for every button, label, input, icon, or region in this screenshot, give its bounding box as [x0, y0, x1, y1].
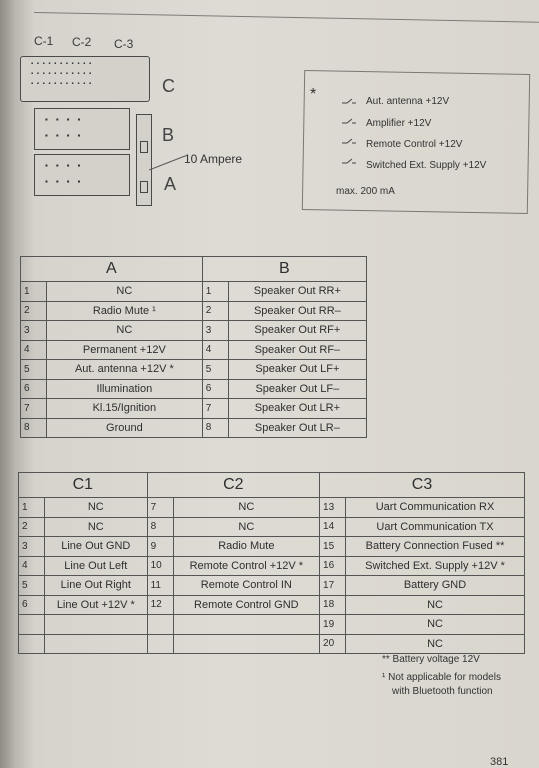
- book-spine: [0, 0, 14, 768]
- pin-number-b: 5: [202, 360, 228, 380]
- pin-function-c1: Line Out Right: [45, 576, 148, 596]
- connector-c-pins-row2: ▪ ▪ ▪ ▪ ▪ ▪ ▪ ▪ ▪ ▪ ▪: [31, 71, 93, 77]
- pin-number-a: 8: [21, 418, 47, 438]
- connector-letter-a: A: [164, 174, 177, 194]
- fuse-a-slot: [140, 181, 148, 193]
- pin-number-a: 6: [21, 379, 47, 399]
- pin-number-c2: 7: [147, 498, 173, 518]
- table-row: [19, 537, 525, 557]
- switch-icon: [342, 158, 356, 164]
- pin-number-c3: 19: [320, 615, 346, 635]
- pin-number-b: 2: [202, 301, 228, 321]
- table-row: [21, 301, 367, 321]
- pin-function-b: Speaker Out RF+: [228, 321, 366, 341]
- table-ab: [20, 256, 367, 438]
- legend-max-current: max. 200 mA: [336, 186, 395, 197]
- legend-star: *: [310, 86, 317, 103]
- pin-number-b: 7: [202, 399, 228, 419]
- pin-function-b: Speaker Out RR–: [228, 301, 366, 321]
- pin-number-b: 8: [202, 418, 228, 438]
- pin-function-c2: Remote Control IN: [173, 576, 319, 596]
- pin-number-c2: 8: [147, 517, 173, 537]
- table-header-c3: C3: [320, 473, 525, 498]
- connector-c-diagram: [20, 56, 150, 102]
- pin-function-c2: NC: [173, 498, 319, 518]
- pin-function-c3: NC: [346, 634, 525, 654]
- switch-icon: [342, 118, 356, 124]
- pin-number-c3: 16: [320, 556, 346, 576]
- pin-number-c3: 20: [320, 634, 346, 654]
- table-header-c2: C2: [147, 473, 319, 498]
- pin-number-c2: 10: [147, 556, 173, 576]
- pin-function-b: Speaker Out RR+: [228, 282, 366, 302]
- connector-a-diagram: [34, 154, 130, 196]
- pin-number-a: 4: [21, 340, 47, 360]
- pin-function-a: Radio Mute ¹: [47, 301, 203, 321]
- pin-number-c1: 6: [19, 595, 45, 615]
- table-row: [21, 379, 367, 399]
- table-row: [19, 498, 525, 518]
- page-number: 381: [490, 756, 509, 768]
- fuse-pointer-line: [149, 152, 189, 172]
- switch-icon: [342, 138, 356, 144]
- pin-number-c3: 13: [320, 498, 346, 518]
- connector-letter-c: C: [162, 76, 175, 96]
- table-row: [21, 399, 367, 419]
- table-row: [21, 360, 367, 380]
- pin-number-c3: 18: [320, 595, 346, 615]
- connector-b-diagram: [34, 108, 130, 150]
- pin-number-b: 3: [202, 321, 228, 341]
- connector-c-pins-row3: ▪ ▪ ▪ ▪ ▪ ▪ ▪ ▪ ▪ ▪ ▪: [31, 81, 93, 87]
- connector-b-pins-top: ▪▪▪▪: [45, 115, 89, 124]
- table-header-c1: C1: [19, 473, 148, 498]
- pin-function-c2: Remote Control GND: [173, 595, 319, 615]
- switch-icon: [342, 98, 356, 104]
- pin-function-b: Speaker Out RF–: [228, 340, 366, 360]
- pin-number-c2: 9: [147, 537, 173, 557]
- pin-number-c1: 2: [19, 517, 45, 537]
- fuse-label: 10 Ampere: [184, 152, 243, 166]
- pin-number-a: 7: [21, 399, 47, 419]
- manual-page: [14, 0, 539, 768]
- pin-number-c1: 5: [19, 576, 45, 596]
- pin-number-a: 3: [21, 321, 47, 341]
- pin-function-c2: [173, 634, 319, 654]
- pin-function-c2: Radio Mute: [173, 537, 319, 557]
- pin-function-a: NC: [47, 282, 203, 302]
- pin-number-c2: [147, 634, 173, 654]
- pin-function-b: Speaker Out LR+: [228, 399, 366, 419]
- pin-function-c2: [173, 615, 319, 635]
- pin-function-c1: Line Out GND: [45, 537, 148, 557]
- table-row: [21, 282, 367, 302]
- pin-number-b: 1: [202, 282, 228, 302]
- pin-number-c2: 12: [147, 595, 173, 615]
- table-c-body: [19, 498, 525, 654]
- pin-function-c3: Switched Ext. Supply +12V *: [346, 556, 525, 576]
- table-row: [19, 556, 525, 576]
- legend-item-amplifier: Amplifier +12V: [366, 118, 432, 129]
- legend-item-remote: Remote Control +12V: [366, 139, 463, 150]
- table-row: [19, 595, 525, 615]
- pin-function-b: Speaker Out LF–: [228, 379, 366, 399]
- connector-a-pins-bottom: ▪▪▪▪: [45, 177, 89, 186]
- note-bluetooth-1: ¹ Not applicable for models: [382, 672, 501, 683]
- connector-a-pins-top: ▪▪▪▪: [45, 161, 89, 170]
- pin-function-c3: Uart Communication TX: [346, 517, 525, 537]
- connector-b-pins-bottom: ▪▪▪▪: [45, 131, 89, 140]
- connector-label-c2: C-2: [72, 35, 92, 49]
- pin-function-c1: NC: [45, 498, 148, 518]
- pin-function-c1: NC: [45, 517, 148, 537]
- pin-number-b: 6: [202, 379, 228, 399]
- legend-item-antenna: Aut. antenna +12V: [366, 96, 450, 107]
- pin-number-a: 5: [21, 360, 47, 380]
- table-c: [18, 472, 525, 654]
- pin-function-b: Speaker Out LR–: [228, 418, 366, 438]
- pin-function-a: NC: [47, 321, 203, 341]
- connector-c-pins-row1: ▪ ▪ ▪ ▪ ▪ ▪ ▪ ▪ ▪ ▪ ▪: [31, 61, 93, 67]
- note-battery-voltage: ** Battery voltage 12V: [382, 654, 480, 665]
- pin-number-c2: [147, 615, 173, 635]
- pin-function-a: Aut. antenna +12V *: [47, 360, 203, 380]
- pin-number-b: 4: [202, 340, 228, 360]
- pin-number-c3: 17: [320, 576, 346, 596]
- pin-function-a: Kl.15/Ignition: [47, 399, 203, 419]
- pin-function-b: Speaker Out LF+: [228, 360, 366, 380]
- pin-function-a: Illumination: [47, 379, 203, 399]
- pin-function-c3: Battery GND: [346, 576, 525, 596]
- connector-label-c3: C-3: [114, 37, 134, 51]
- pin-number-c2: 11: [147, 576, 173, 596]
- pin-function-c1: Line Out Left: [45, 556, 148, 576]
- pin-function-c3: NC: [346, 595, 525, 615]
- table-row: [21, 321, 367, 341]
- pin-function-c1: [45, 615, 148, 635]
- table-row: [21, 418, 367, 438]
- pin-function-c2: Remote Control +12V *: [173, 556, 319, 576]
- pin-number-c1: 4: [19, 556, 45, 576]
- pin-number-c3: 14: [320, 517, 346, 537]
- table-row: [19, 517, 525, 537]
- pin-function-c3: NC: [346, 615, 525, 635]
- pin-function-c1: [45, 634, 148, 654]
- pin-number-a: 1: [21, 282, 47, 302]
- pin-function-a: Ground: [47, 418, 203, 438]
- table-header-b: B: [202, 257, 366, 282]
- connector-letter-b: B: [162, 125, 175, 145]
- connector-label-c1: C-1: [34, 34, 54, 48]
- table-header-a: A: [21, 257, 203, 282]
- table-ab-body: [21, 282, 367, 438]
- pin-function-c3: Uart Communication RX: [346, 498, 525, 518]
- pin-number-c1: [19, 615, 45, 635]
- fuse-b-slot: [140, 141, 148, 153]
- pin-function-a: Permanent +12V: [47, 340, 203, 360]
- pin-number-c1: 1: [19, 498, 45, 518]
- note-bluetooth-2: with Bluetooth function: [392, 686, 493, 697]
- table-row: [19, 615, 525, 635]
- pin-number-c1: [19, 634, 45, 654]
- pin-function-c3: Battery Connection Fused **: [346, 537, 525, 557]
- pin-function-c1: Line Out +12V *: [45, 595, 148, 615]
- table-row: [19, 634, 525, 654]
- pin-function-c2: NC: [173, 517, 319, 537]
- pin-number-c1: 3: [19, 537, 45, 557]
- table-row: [19, 576, 525, 596]
- pin-number-a: 2: [21, 301, 47, 321]
- pin-number-c3: 15: [320, 537, 346, 557]
- table-row: [21, 340, 367, 360]
- top-rule: [34, 12, 539, 23]
- legend-item-switched: Switched Ext. Supply +12V: [366, 160, 487, 171]
